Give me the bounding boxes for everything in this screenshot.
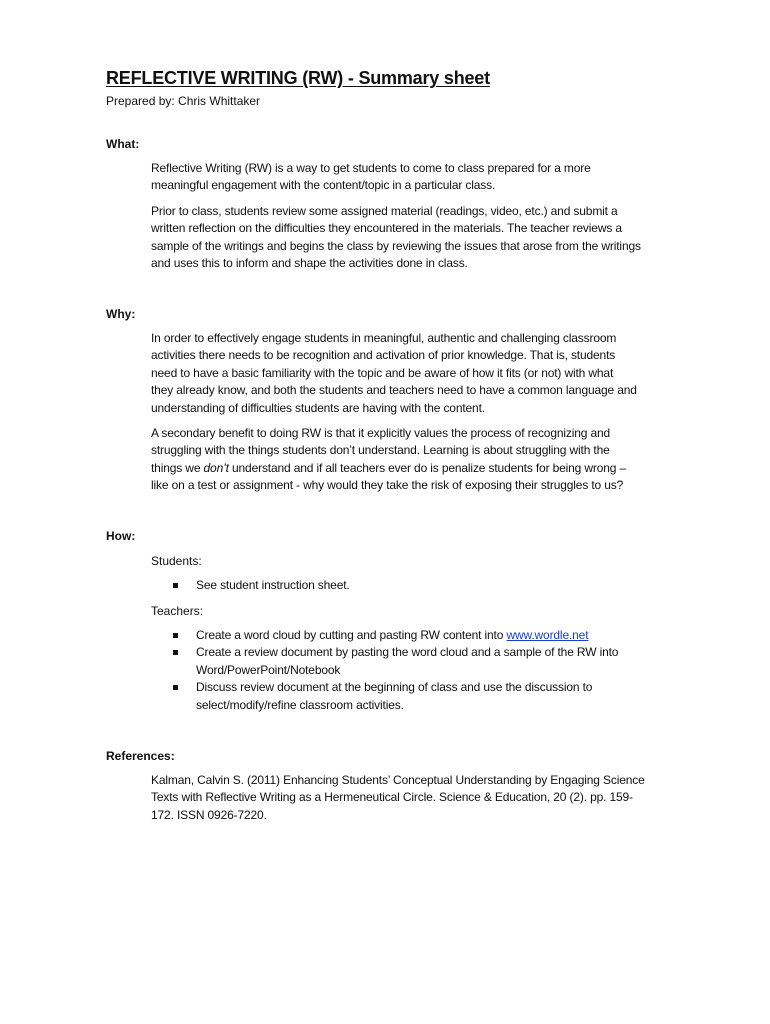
text-line: meaningful engagement with the content/topic in a particular class. [151,178,496,193]
square-bullet-icon [173,583,178,588]
how-heading: How: [106,529,136,543]
text-line: Texts with Reflective Writing as a Hermeneutical Circle. Science & Education, 20 (2). pp. 159- [151,790,633,805]
list-item [151,679,671,714]
list-item [151,577,671,594]
what-paragraph-2 [151,203,699,273]
text-line: A secondary benefit to doing RW is that it explicitly values the process of recognizing and [151,426,611,440]
text-line: need to have a basic familiarity with the topic and be aware of how it fits (or not) with what [151,365,614,380]
wordle-link[interactable]: www.wordle.net [506,628,589,642]
references-heading: References: [106,749,175,763]
text-line: Reflective Writing (RW) is a way to get students to come to class prepared for a more [151,161,591,175]
what-paragraph-1 [151,160,699,195]
teachers-label: Teachers: [151,604,204,618]
text-line: Prior to class, students review some assigned material (readings, video, etc.) and submit a [151,204,618,218]
why-paragraph-2 [151,425,699,495]
text-segment: understand and if all teachers ever do is penalize students for being wrong – [228,460,627,475]
text-line: struggling with the things students don’t understand. Learning is about struggling with the [151,443,610,458]
text-line: 172. ISSN 0926-7220. [151,807,267,822]
text-line: like on a test or assignment - why would they take the risk of exposing their struggles to us? [151,478,624,493]
text-segment: things we [151,460,204,475]
text-line: written reflection on the difficulties they encountered in the materials. The teacher reviews a [151,221,622,236]
list-item-text: Word/PowerPoint/Notebook [196,662,341,677]
students-label: Students: [151,554,202,568]
square-bullet-icon [173,650,178,655]
students-list [151,577,671,594]
text-line: they already know, and both the students and teachers need to have a common language and [151,383,637,398]
text-line [151,460,699,477]
list-item-text: See student instruction sheet. [196,578,350,592]
what-heading: What: [106,137,140,151]
square-bullet-icon [173,633,178,638]
list-item-text: Discuss review document at the beginning of class and use the discussion to [196,680,593,695]
list-item-text: Create a review document by pasting the word cloud and a sample of the RW into [196,645,619,660]
why-paragraph-1 [151,330,699,417]
document-title: REFLECTIVE WRITING (RW) - Summary sheet [106,68,490,88]
list-item-text: select/modify/refine classroom activities. [196,697,404,712]
teachers-list [151,627,671,714]
list-item [151,627,671,644]
square-bullet-icon [173,685,178,690]
text-line: In order to effectively engage students in meaningful, authentic and challenging classroom [151,331,617,345]
list-item-text: Create a word cloud by cutting and pasting RW content into [196,628,507,642]
text-line: sample of the writings and begins the class by reviewing the issues that arose from the writings [151,238,641,253]
list-item [151,644,671,679]
text-line: activities there needs to be recognition and activation of prior knowledge. That is, students [151,348,616,363]
text-line: understanding of difficulties students are having with the content. [151,400,485,415]
emphasis-text: don’t [203,460,229,475]
text-line: and uses this to inform and shape the activities done in class. [151,256,468,271]
text-line: Kalman, Calvin S. (2011) Enhancing Students’ Conceptual Understanding by Engaging Science [151,773,645,787]
why-heading: Why: [106,307,136,321]
prepared-by: Prepared by: Chris Whittaker [106,94,261,108]
reference-entry [151,772,699,824]
